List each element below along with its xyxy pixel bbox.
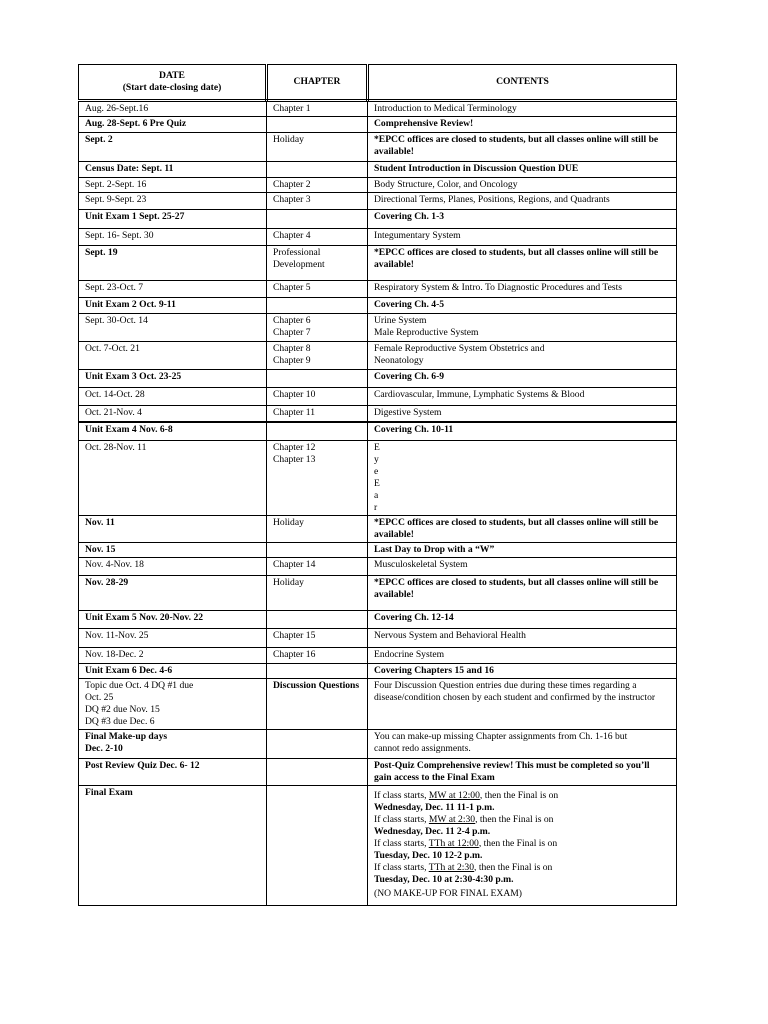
date-cell-text: Dec. 2-10 [85,743,123,754]
contents-cell-text: *EPCC offices are closed to students, but all classes online will still be [374,577,659,588]
chapter-cell-text: Holiday [273,517,304,528]
chapter-cell-text: Development [273,259,325,270]
contents-cell-text: Covering Ch. 1-3 [374,211,445,222]
date-cell-text: Sept. 2 [85,134,113,145]
contents-cell-text: E [374,442,380,453]
chapter-cell [267,786,368,906]
date-cell-text: Sept. 23-Oct. 7 [85,282,144,293]
table-row [79,543,677,558]
table-row [79,679,677,730]
date-cell-text: DQ #2 due Nov. 15 [85,704,160,715]
date-cell-text: Nov. 15 [85,544,116,555]
date-cell [79,342,267,370]
date-cell-text: Sept. 30-Oct. 14 [85,315,148,326]
contents-cell [368,388,677,406]
chapter-cell-text: Chapter 4 [273,230,311,241]
final-exam-line-suffix: , then the Final is on [479,790,559,801]
final-exam-line-prefix: If class starts, [374,838,429,849]
header-contents: CONTENTS [368,65,677,101]
chapter-cell [267,441,368,516]
chapter-cell [267,422,368,441]
contents-cell [368,101,677,117]
final-exam-line: Wednesday, Dec. 11 11-1 p.m. [374,802,495,813]
date-cell [79,664,267,679]
final-exam-line-suffix: , then the Final is on [474,862,553,873]
contents-cell [368,210,677,229]
date-cell [79,679,267,730]
contents-cell [368,441,677,516]
chapter-cell [267,117,368,133]
chapter-cell-text: Chapter 11 [273,407,316,418]
table-header-row [79,65,677,101]
contents-cell [368,406,677,422]
header-chapter: CHAPTER [267,65,368,101]
contents-cell-text: *EPCC offices are closed to students, but all classes online will still be available! [374,134,659,157]
final-exam-line: Tuesday, Dec. 10 at 2:30-4:30 p.m. [374,874,514,885]
date-cell [79,281,267,298]
chapter-cell [267,388,368,406]
chapter-cell [267,281,368,298]
chapter-cell [267,516,368,543]
table-row [79,516,677,543]
table-row [79,786,677,906]
table-row [79,759,677,786]
date-cell-text: Unit Exam 2 Oct. 9-11 [85,299,176,310]
date-cell-text: Nov. 4-Nov. 18 [85,559,144,570]
final-exam-class-time: MW at 2:30 [428,814,476,825]
chapter-cell-text: Chapter 6 [273,315,311,326]
table-row [79,162,677,178]
table-row [79,101,677,117]
date-cell-text: Unit Exam 4 Nov. 6-8 [85,423,173,435]
date-cell [79,730,267,759]
table-row [79,229,677,246]
date-cell [79,648,267,664]
final-exam-line-prefix: If class starts, [374,790,429,801]
table-row [79,611,677,629]
chapter-cell-text: Chapter 16 [273,649,316,660]
chapter-cell-text: Chapter 7 [273,327,311,338]
chapter-cell-text: Holiday [273,134,304,145]
contents-cell-text: Musculoskeletal System [374,559,468,570]
date-cell [79,370,267,388]
date-cell-text: Unit Exam 6 Dec. 4-6 [85,665,173,676]
contents-cell [368,422,677,441]
date-cell [79,193,267,210]
chapter-cell-text: Chapter 1 [273,103,311,114]
contents-cell-text: e [374,466,379,477]
date-cell [79,629,267,648]
date-cell [79,246,267,281]
contents-cell [368,629,677,648]
table-row [79,314,677,342]
chapter-cell-text: Discussion Questions [273,680,360,691]
date-cell-text: Oct. 25 [85,692,114,703]
table-row [79,576,677,611]
contents-cell-text: cannot redo assignments. [374,743,471,754]
date-cell [79,101,267,117]
contents-cell [368,611,677,629]
table-row [79,133,677,162]
contents-cell [368,342,677,370]
chapter-cell [267,246,368,281]
contents-cell [368,759,677,786]
schedule-rows [79,101,677,906]
date-cell-text: Nov. 11 [85,517,115,528]
chapter-cell-text: Chapter 14 [273,559,316,570]
date-cell-text: Aug. 26-Sept.16 [85,103,149,114]
table-row [79,178,677,193]
contents-cell-text: y [374,454,379,465]
date-cell [79,576,267,611]
contents-cell [368,298,677,314]
contents-cell-text: Respiratory System & Intro. To Diagnostic Procedures and Tests [374,282,622,293]
contents-cell-text: Student Introduction in Discussion Question DUE [374,163,579,174]
chapter-cell-text: Chapter 3 [273,194,311,205]
date-cell [79,229,267,246]
contents-cell [368,162,677,178]
final-exam-line: Tuesday, Dec. 10 12-2 p.m. [374,850,483,861]
contents-cell [368,281,677,298]
contents-cell [368,229,677,246]
date-cell-text: Oct. 14-Oct. 28 [85,389,145,400]
contents-cell-text: available! [374,259,414,270]
contents-cell [368,679,677,730]
date-cell-text: Unit Exam 5 Nov. 20-Nov. 22 [85,612,204,623]
contents-cell [368,576,677,611]
final-exam-line [374,862,670,874]
chapter-cell [267,648,368,664]
chapter-cell [267,664,368,679]
header-date [79,65,267,101]
table-row [79,281,677,298]
final-exam-line-prefix: If class starts, [374,814,429,825]
contents-cell-text: Female Reproductive System Obstetrics and [374,343,545,354]
date-cell [79,786,267,906]
date-cell-text: Final Exam [85,787,133,798]
contents-cell [368,730,677,759]
contents-cell-text: Comprehensive Review! [374,118,474,129]
date-cell [79,117,267,133]
table-row [79,370,677,388]
date-cell-text: DQ #3 due Dec. 6 [85,716,155,727]
contents-cell [368,786,677,906]
table-row [79,388,677,406]
contents-cell [368,516,677,543]
date-cell [79,611,267,629]
contents-cell-text: Male Reproductive System [374,327,479,338]
date-cell-text: Sept. 16- Sept. 30 [85,230,154,241]
chapter-cell-text: Chapter 12 [273,442,316,453]
chapter-cell [267,558,368,576]
table-row [79,422,677,441]
chapter-cell-text: Chapter 2 [273,179,311,190]
date-cell [79,210,267,229]
contents-cell-text: Covering Ch. 6-9 [374,371,445,382]
contents-cell-text: r [374,502,378,513]
date-cell [79,314,267,342]
table-row [79,193,677,210]
chapter-cell-text: Chapter 13 [273,454,316,465]
contents-cell-text: Cardiovascular, Immune, Lymphatic Systems & Blood [374,389,585,400]
chapter-cell [267,576,368,611]
contents-cell [368,193,677,210]
final-exam-line-suffix: , then the Final is on [478,838,558,849]
contents-cell-text: Neonatology [374,355,424,366]
contents-cell-text: disease/condition chosen by each student and confirmed by the instructor [374,692,656,703]
contents-cell-text: Endocrine System [374,649,445,660]
chapter-cell [267,629,368,648]
contents-cell-text: available! [374,589,414,600]
final-exam-class-time: TTh at 12:00 [428,838,479,849]
contents-cell-text: Covering Chapters 15 and 16 [374,665,494,676]
contents-cell [368,648,677,664]
final-exam-line [374,814,670,826]
final-exam-line: (NO MAKE-UP FOR FINAL EXAM) [374,888,522,899]
chapter-cell-text: Chapter 5 [273,282,311,293]
contents-cell-text: Covering Ch. 12-14 [374,612,454,623]
date-cell [79,422,267,441]
date-cell-text: Nov. 11-Nov. 25 [85,630,149,641]
header-date-sublabel: (Start date-closing date) [122,82,222,93]
table-row [79,117,677,133]
table-row [79,648,677,664]
chapter-cell [267,162,368,178]
contents-cell [368,133,677,162]
date-cell-text: Sept. 9-Sept. 23 [85,194,147,205]
table-row [79,664,677,679]
contents-cell-text: Urine System [374,315,427,326]
chapter-cell-text: Chapter 10 [273,389,316,400]
contents-cell [368,664,677,679]
contents-cell [368,314,677,342]
chapter-cell [267,543,368,558]
date-cell-text: Post Review Quiz Dec. 6- 12 [85,760,200,771]
course-schedule-table [78,64,677,906]
contents-cell-text: Nervous System and Behavioral Health [374,630,526,641]
chapter-cell-text: Chapter 9 [273,355,311,366]
date-cell-text: Nov. 28-29 [85,577,129,588]
table-row [79,730,677,759]
contents-cell-text: Four Discussion Question entries due during these times regarding a [374,680,637,691]
date-cell [79,298,267,314]
header-date-label: DATE [159,70,185,81]
contents-cell [368,370,677,388]
table-row [79,406,677,422]
chapter-cell [267,101,368,117]
table-row [79,342,677,370]
date-cell [79,388,267,406]
contents-cell [368,178,677,193]
contents-cell-text: Post-Quiz Comprehensive review! This must be completed so you’ll [374,760,650,771]
date-cell-text: Oct. 21-Nov. 4 [85,407,142,418]
final-exam-class-time: TTh at 2:30 [428,862,475,873]
chapter-cell-text: Professional [273,247,321,258]
final-exam-class-time: MW at 12:00 [428,790,480,801]
chapter-cell-text: Chapter 15 [273,630,316,641]
contents-cell-text: E [374,478,380,489]
contents-cell-text: Covering Ch. 4-5 [374,299,445,310]
date-cell-text: Census Date: Sept. 11 [85,163,174,174]
chapter-cell-text: Chapter 8 [273,343,311,354]
date-cell-text: Aug. 28-Sept. 6 Pre Quiz [85,118,187,129]
table-row [79,441,677,516]
chapter-cell [267,314,368,342]
table-row [79,558,677,576]
chapter-cell [267,406,368,422]
chapter-cell [267,611,368,629]
chapter-cell [267,759,368,786]
contents-cell-text: You can make-up missing Chapter assignments from Ch. 1-16 but [374,731,628,742]
date-cell-text: Final Make-up days [85,731,168,742]
contents-cell-text: Directional Terms, Planes, Positions, Regions, and Quadrants [374,194,610,205]
final-exam-line: Wednesday, Dec. 11 2-4 p.m. [374,826,491,837]
chapter-cell [267,210,368,229]
date-cell-text: Sept. 2-Sept. 16 [85,179,147,190]
table-row [79,210,677,229]
contents-cell [368,117,677,133]
chapter-cell [267,178,368,193]
chapter-cell [267,370,368,388]
contents-cell-text: Introduction to Medical Terminology [374,103,517,114]
date-cell [79,162,267,178]
date-cell [79,133,267,162]
contents-cell-text: available! [374,529,414,540]
date-cell-text: Oct. 28-Nov. 11 [85,442,147,453]
chapter-cell [267,133,368,162]
contents-cell-text: gain access to the Final Exam [374,772,495,783]
date-cell [79,543,267,558]
contents-cell-text: Last Day to Drop with a “W” [374,544,495,555]
date-cell-text: Topic due Oct. 4 DQ #1 due [85,680,194,691]
date-cell-text: Nov. 18-Dec. 2 [85,649,144,660]
date-cell-text: Unit Exam 3 Oct. 23-25 [85,371,182,382]
final-exam-line [374,838,670,850]
date-cell [79,516,267,543]
contents-cell-text: *EPCC offices are closed to students, but all classes online will still be [374,247,659,258]
date-cell [79,759,267,786]
chapter-cell [267,342,368,370]
chapter-cell [267,679,368,730]
final-exam-line-prefix: If class starts, [374,862,429,873]
chapter-cell-text: Holiday [273,577,304,588]
date-cell-text: Oct. 7-Oct. 21 [85,343,140,354]
date-cell-text: Sept. 19 [85,247,118,258]
contents-cell-text: Covering Ch. 10-11 [374,423,454,435]
final-exam-line-suffix: , then the Final is on [475,814,554,825]
contents-cell [368,558,677,576]
chapter-cell [267,193,368,210]
contents-cell-text: Integumentary System [374,230,461,241]
contents-cell-text: *EPCC offices are closed to students, but all classes online will still be [374,517,659,528]
date-cell [79,178,267,193]
table-row [79,298,677,314]
date-cell-text: Unit Exam 1 Sept. 25-27 [85,211,185,222]
contents-cell-text: Digestive System [374,407,442,418]
chapter-cell [267,229,368,246]
contents-cell [368,543,677,558]
contents-cell-text: Body Structure, Color, and Oncology [374,179,518,190]
table-row [79,246,677,281]
contents-cell [368,246,677,281]
date-cell [79,558,267,576]
chapter-cell [267,730,368,759]
contents-cell-text: a [374,490,379,501]
table-row [79,629,677,648]
date-cell [79,441,267,516]
final-exam-line [374,790,670,802]
date-cell [79,406,267,422]
chapter-cell [267,298,368,314]
